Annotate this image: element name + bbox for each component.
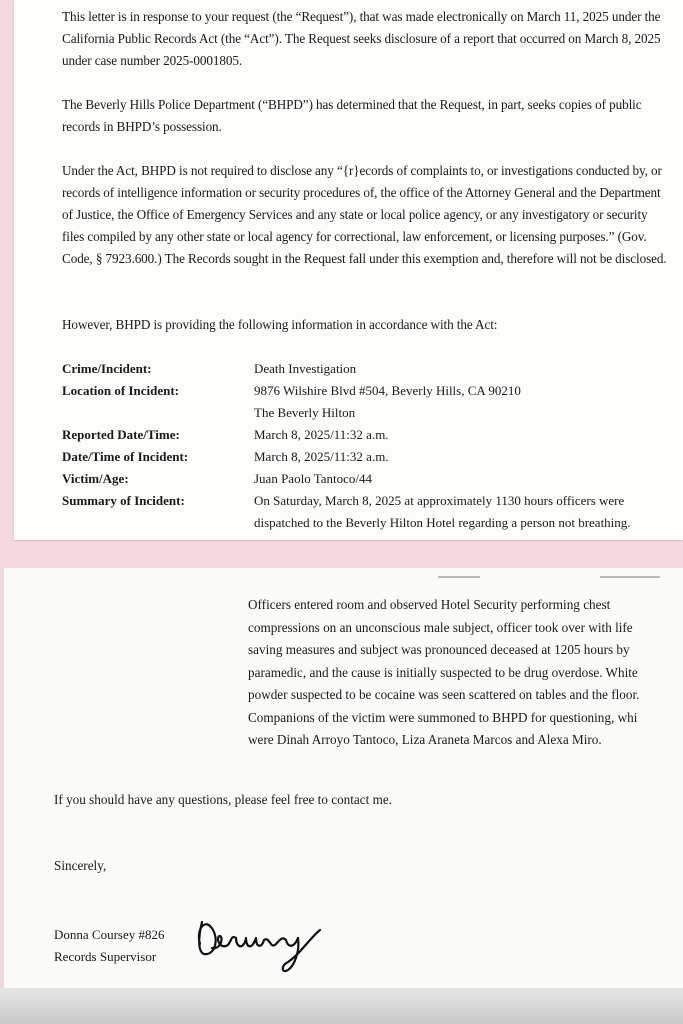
closing: Sincerely, [54,858,107,873]
summary-label: Summary of Incident: [62,493,185,508]
signer-title: Records Supervisor [54,949,157,964]
reported-value: March 8, 2025/11:32 a.m. [254,427,389,442]
top-divider [438,576,480,578]
continuation-line: were Dinah Arroyo Tantoco, Liza Araneta Marcos and Alexa Miro. [248,732,602,747]
exemption-paragraph: Under the Act, BHPD is not required to disclose any “{r}ecords of complaints to, or investigations conducted by, or records of intelligence information or security procedures of, the office of the Attorney General and the Department of Justice, the Office of Emergency Services and any state or local police agency, or any investigatory or security files compiled by any other state or local agency for correctional, law enforcement, or licensing purposes.” (Gov. Code, § 7923.600.) The Records sought in the Request fall under this exemption and, therefore will not be disclosed. [62,163,667,266]
signature-icon [190,908,330,978]
location-value-2: The Beverly Hilton [254,405,356,420]
bottom-bar [0,988,683,1024]
top-divider [600,576,660,578]
intro-paragraph: This letter is in response to your request (the “Request”), that was made electronically on March 11, 2025 under the California Public Records Act (the “Act”). The Request seeks disclosure of a report that occurred on March 8, 2025 under case number 2025-0001805. [62,9,661,68]
incident-time-value: March 8, 2025/11:32 a.m. [254,449,389,464]
reported-row [62,424,683,446]
victim-row [62,468,683,490]
continuation-line: compressions on an unconscious male subject, officer took over with life [248,619,633,635]
signer-name: Donna Coursey #826 [54,927,165,942]
incident-details [62,358,683,534]
signer-block [54,924,165,968]
crime-label: Crime/Incident: [62,361,152,376]
location-label: Location of Incident: [62,383,179,398]
reported-label: Reported Date/Time: [62,427,180,442]
summary-value: On Saturday, March 8, 2025 at approximately 1130 hours officers were dispatched to the Beverly Hilton Hotel regarding a person not breathing. [254,493,631,530]
crime-value: Death Investigation [254,361,357,376]
letter-page-1 [14,0,683,540]
letter-page-2 [4,568,683,988]
location-value: 9876 Wilshire Blvd #504, Beverly Hills, CA 90210 [254,383,521,398]
continuation-line: Officers entered room and observed Hotel Security performing chest [248,597,611,612]
summary-continuation [248,594,683,752]
incident-time-label: Date/Time of Incident: [62,449,189,464]
continuation-line: paramedic, and the cause is initially suspected to be drug overdose. White [248,664,638,680]
continuation-line: saving measures and subject was pronounced deceased at 1205 hours by [248,642,630,657]
questions-line: If you should have any questions, please feel free to contact me. [54,792,392,807]
continuation-line: Companions of the victim were summoned to BHPD for questioning, whi [248,709,638,725]
summary-row [62,490,683,534]
incident-time-row [62,446,683,468]
location-row [62,380,683,402]
location-row-2 [62,402,683,424]
victim-label: Victim/Age: [62,471,129,486]
continuation-line: powder suspected to be cocaine was seen scattered on tables and the floor. [248,687,640,702]
victim-value: Juan Paolo Tantoco/44 [254,471,373,486]
crime-row [62,358,683,380]
determination-paragraph: The Beverly Hills Police Department (“BHPD”) has determined that the Request, in part, seeks copies of public records in BHPD’s possession. [62,97,642,134]
provided-info-paragraph: However, BHPD is providing the following information in accordance with the Act: [62,317,498,332]
